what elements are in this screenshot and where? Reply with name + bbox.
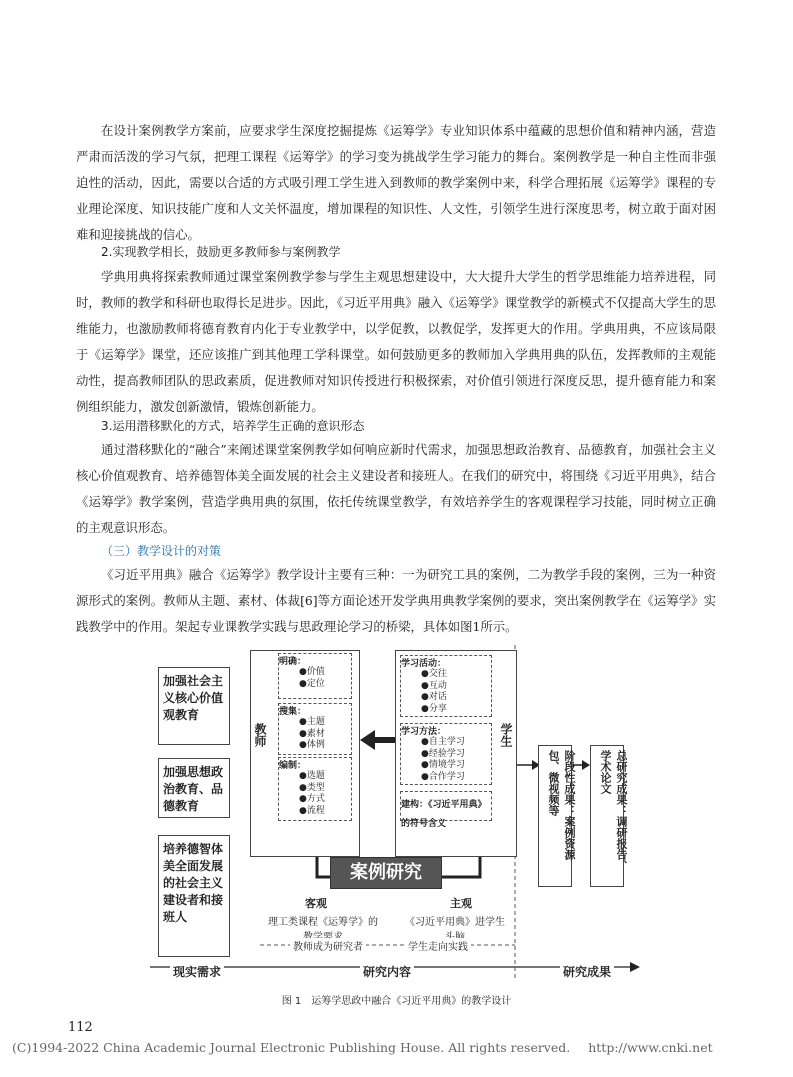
axis-label-content: 研究内容 xyxy=(360,963,414,980)
left-box-1: 加强社会主义核心价值观教育 xyxy=(158,667,230,745)
teacher-group-3: 编制： ●选题 ●类型 ●方式 ●流程 xyxy=(278,757,352,821)
student-practice: 学生走向实践 xyxy=(405,938,471,953)
student-label: 学生 xyxy=(499,723,513,747)
teacher-label: 教师 xyxy=(253,723,267,747)
student-group-2: 学习方法： ●自主学习 ●经验学习 ●情境学习 ●合作学习 xyxy=(400,723,492,785)
footer xyxy=(12,1040,713,1055)
center-label-box: 案例研究 xyxy=(330,857,442,889)
teacher-group-1: 明确： ●价值 ●定位 xyxy=(278,653,352,699)
construct-box: 建构：《习近平用典》的符号含义 xyxy=(400,791,492,821)
page-number: 112 xyxy=(68,1020,93,1035)
paragraph-4: 《习近平用典》融合《运筹学》教学设计主要有三种：一为研究工具的案例，二为教学手段的案例，三为一种资源形式的案例。教师从主题、素材、体裁[6]等方面论述开发学典用典教学案例的要求，突出案例教学在《运筹学》实践教学中的作用。架起专业课教学实践与思政理论学习的桥梁，具体如图1所示。 xyxy=(76,567,716,634)
heading-3: 3.运用潜移默化的方式，培养学生正确的意识形态 xyxy=(101,419,365,433)
teacher-group-2: 搜集： ●主题 ●素材 ●体例 xyxy=(278,703,352,755)
stage-result-box: 阶段性成果：案例资源包、微视频等 xyxy=(538,745,572,887)
heading-2: 2.实现教学相长，鼓励更多教师参与案例教学 xyxy=(101,245,341,259)
student-group-1: 学习活动： ●交往 ●互动 ●对话 ●分享 xyxy=(400,655,492,717)
teacher-research: 教师成为研究者 xyxy=(290,938,366,953)
subjective-label: 主观 xyxy=(450,897,472,910)
section-heading: （三）教学设计的对策 xyxy=(101,544,222,558)
footer-url[interactable]: http://www.cnki.net xyxy=(588,1040,713,1055)
axis-label-result: 研究成果 xyxy=(560,963,614,980)
left-box-2: 加强思想政治教育、品德教育 xyxy=(158,758,230,818)
axis-label-demand: 现实需求 xyxy=(170,963,224,980)
objective-label: 客观 xyxy=(305,897,327,910)
footer-copyright: (C)1994-2022 China Academic Journal Electronic Publishing House. All rights reserved. xyxy=(12,1040,571,1055)
paragraph-1: 在设计案例教学方案前，应要求学生深度挖掘提炼《运筹学》专业知识体系中蕴藏的思想价值和精神内涵，营造严肃而活泼的学习气氛，把理工课程《运筹学》的学习变为挑战学生学习能力的舞台。案例教学是一种自主性而非强迫性的活动，因此，需要以合适的方式吸引理工学生进入到教师的教学案例中来，科学合理拓展《运筹学》课程的专业理论深度、知识技能广度和人文关怀温度，增加课程的知识性、人文性，引领学生进行深度思考，树立敢于面对困难和迎接挑战的信心。 xyxy=(76,123,716,242)
figure-1 xyxy=(150,645,650,995)
paragraph-2: 学典用典将探索教师通过课堂案例教学参与学生主观思想建设中，大大提升大学生的哲学思维能力培养进程，同时，教师的教学和科研也取得长足进步。因此，《习近平用典》融入《运筹学》课堂教学的新模式不仅提高大学生的思维能力，也激励教师将德育教育内化于专业教学中，以学促教，以教促学，发挥更大的作用。学典用典，不应该局限于《运筹学》课堂，还应该推广到其他理工学科课堂。如何鼓励更多的教师加入学典用典的队伍，发挥教师的主观能动性，提高教师团队的思政素质，促进教师对知识传授进行积极探索，对价值引领进行深度反思，提升德育能力和案例组织能力，激发创新激情，锻炼创新能力。 xyxy=(76,269,716,414)
figure-caption: 图 1 运筹学思政中融合《习近平用典》的教学设计 xyxy=(281,996,512,1007)
paragraph-3: 通过潜移默化的“融合”来阐述课堂案例教学如何响应新时代需求，加强思想政治教育、品德教育，加强社会主义核心价值观教育、培养德智体美全面发展的社会主义建设者和接班人。在我们的研究中，将围绕《习近平用典》，结合《运筹学》教学案例，营造学典用典的氛围，依托传统课堂教学，有效培养学生的客观课程学习技能，同时树立正确的主观意识形态。 xyxy=(76,442,716,535)
subjective-text: 《习近平用典》进学生 xyxy=(405,917,505,928)
left-box-3: 培养德智体美全面发展的社会主义建设者和接班人 xyxy=(158,835,230,957)
total-result-box: 总研究成果：调研报告、学术论文 xyxy=(590,745,624,887)
objective-text: 理工类课程《运筹学》的 xyxy=(268,917,378,928)
